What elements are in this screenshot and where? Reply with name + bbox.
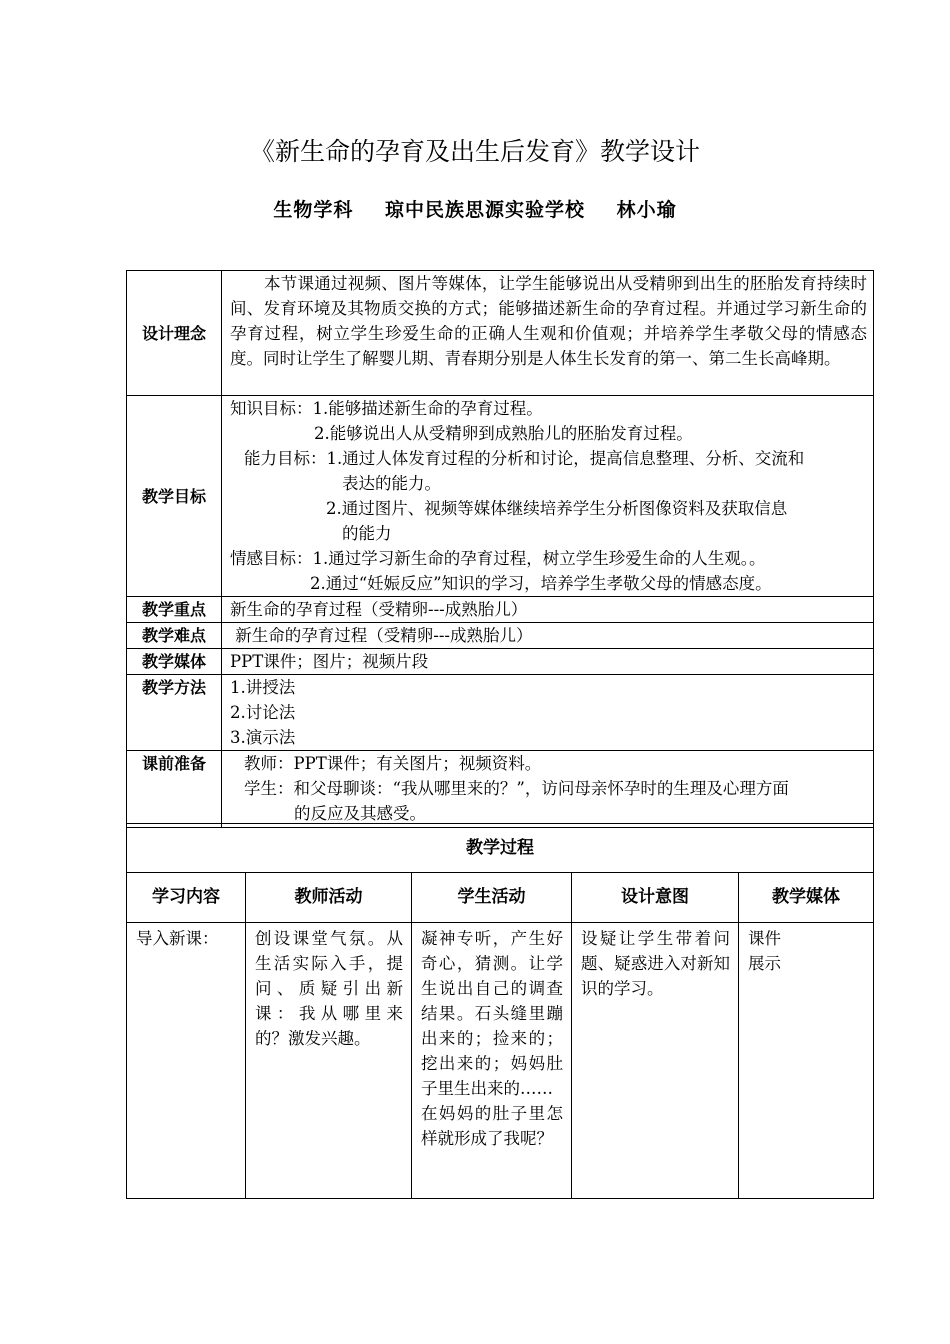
- document-title: 《新生命的孕育及出生后发育》教学设计: [249, 137, 700, 166]
- media-label: 教学媒体: [127, 649, 222, 675]
- table-row: [127, 923, 874, 1199]
- subject-label: 生物学科: [273, 199, 354, 221]
- prep-label: 课前准备: [127, 751, 222, 828]
- school-name: 琼中民族思源实验学校: [384, 199, 585, 221]
- method-item: 3.演示法: [230, 728, 296, 747]
- goal-knowledge-1: 知识目标：1.能够描述新生命的孕育过程。: [230, 399, 543, 418]
- goals-label: 教学目标: [127, 396, 222, 597]
- process-table: [126, 823, 874, 1199]
- difficulty-text: 新生命的孕育过程（受精卵---成熟胎儿）: [222, 623, 874, 649]
- process-header: 教学过程: [127, 824, 874, 873]
- goal-ability-2: 2.通过图片、视频等媒体继续培养学生分析图像资料及获取信息: [326, 499, 788, 518]
- goal-ability-1b: 表达的能力。: [342, 474, 441, 493]
- concept-label: 设计理念: [127, 271, 222, 396]
- prep-student-1: 学生：和父母聊谈：“我从哪里来的？”，访问母亲怀孕时的生理及心理方面: [244, 779, 789, 798]
- row-media-1: 课件: [748, 929, 781, 948]
- row-student-question: 在妈妈的肚子里怎样就形成了我呢？: [421, 1104, 563, 1148]
- goal-knowledge-2: 2.能够说出人从受精卵到成熟胎儿的胚胎发育过程。: [314, 424, 693, 443]
- row-intent: 设疑让学生带着问题、疑惑进入对新知识的学习。: [572, 923, 739, 1199]
- goal-ability-2b: 的能力: [342, 524, 392, 543]
- goal-ability-1: 能力目标：1.通过人体发育过程的分析和讨论，提高信息整理、分析、交流和: [244, 449, 805, 468]
- key-text: 新生命的孕育过程（受精卵---成熟胎儿）: [222, 597, 874, 623]
- prep-student-2: 的反应及其感受。: [294, 804, 426, 823]
- row-media: [739, 923, 874, 1199]
- method-item: 1.讲授法: [230, 678, 296, 697]
- row-teacher: 创设课堂气氛。从生活实际入手，提问、质疑引出新课：我从哪里来的？激发兴趣。: [246, 923, 412, 1199]
- goal-emotion-1: 情感目标：1.通过学习新生命的孕育过程，树立学生珍爱生命的人生观。。: [230, 549, 766, 568]
- author-name: 林小瑜: [616, 199, 677, 221]
- row-student-text: 凝神专听，产生好奇心，猜测。让学生说出自己的调查结果。石头缝里蹦出来的；捡来的；挖出来的；妈妈肚子里生出来的……: [421, 929, 563, 1098]
- column-header-teacher: 教师活动: [246, 873, 412, 923]
- method-item: 2.讨论法: [230, 703, 296, 722]
- concept-text: 本节课通过视频、图片等媒体，让学生能够说出从受精卵到出生的胚胎发育持续时间、发育环境及其物质交换的方式；能够描述新生命的孕育过程。并通过学习新生命的孕育过程，树立学生珍爱生命的正确人生观和价值观；并培养学生孝敬父母的情感态度。同时让学生了解婴儿期、青春期分别是人体生长发育的第一、第二生长高峰期。: [230, 274, 867, 368]
- prep-teacher: 教师：PPT课件；有关图片；视频资料。: [244, 754, 542, 773]
- key-label: 教学重点: [127, 597, 222, 623]
- methods-label: 教学方法: [127, 675, 222, 751]
- goal-emotion-2: 2.通过“妊娠反应”知识的学习，培养学生孝敬父母的情感态度。: [310, 574, 772, 593]
- goals-cell: [222, 396, 874, 597]
- column-header-content: 学习内容: [127, 873, 246, 923]
- media-text: PPT课件；图片；视频片段: [222, 649, 874, 675]
- row-media-2: 展示: [748, 954, 781, 973]
- design-table: [126, 270, 874, 828]
- document-subtitle: [0, 195, 950, 222]
- prep-cell: [222, 751, 874, 828]
- concept-cell: [222, 271, 874, 396]
- row-content: 导入新课：: [127, 923, 246, 1199]
- difficulty-label: 教学难点: [127, 623, 222, 649]
- column-header-student: 学生活动: [412, 873, 572, 923]
- row-student: [412, 923, 572, 1199]
- column-header-media: 教学媒体: [739, 873, 874, 923]
- methods-cell: [222, 675, 874, 751]
- column-header-intent: 设计意图: [572, 873, 739, 923]
